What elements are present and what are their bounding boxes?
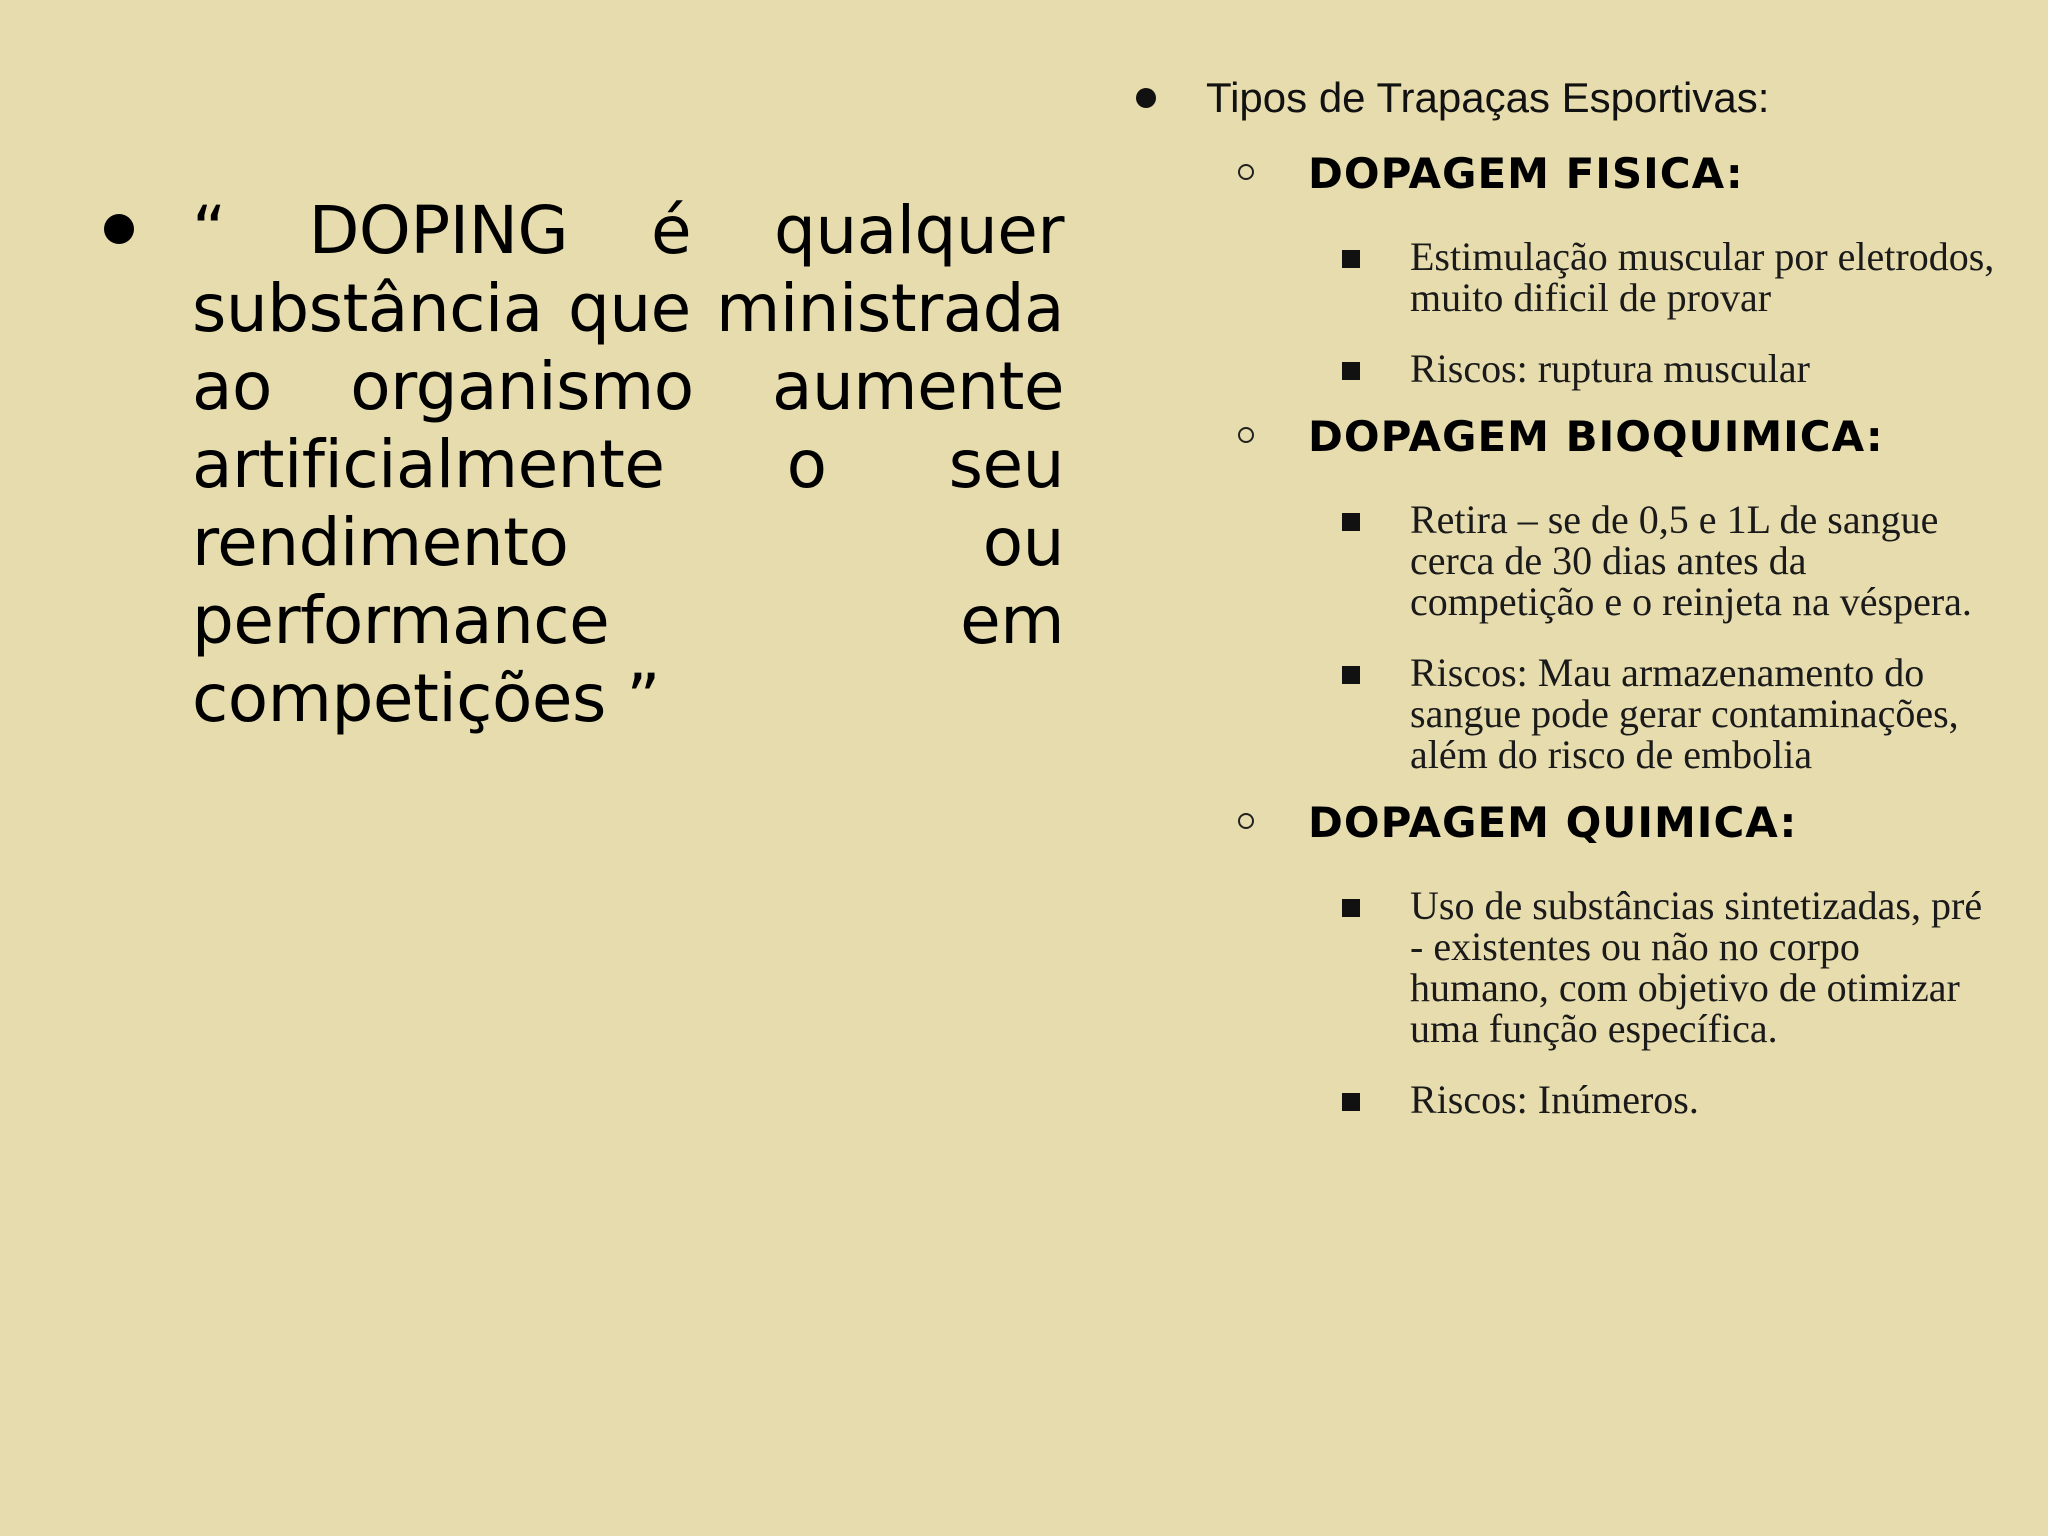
square-bullet-icon	[1342, 899, 1360, 917]
list-item-text: Riscos: Mau armazenamento do sangue pode gerar contaminações, além do risco de embolia	[1410, 650, 1959, 777]
square-bullet-icon	[1342, 362, 1360, 380]
bullet-icon	[104, 214, 134, 244]
section-title: DOPAGEM QUIMICA:	[1308, 798, 1798, 847]
section-title-bioquimica	[1130, 411, 2030, 463]
list-item	[1130, 885, 2000, 1049]
hollow-circle-bullet-icon	[1238, 813, 1254, 829]
section-title: DOPAGEM FISICA:	[1308, 149, 1744, 198]
square-bullet-icon	[1342, 666, 1360, 684]
list-item	[1130, 499, 2000, 622]
list-item-text: Retira – se de 0,5 e 1L de sangue cerca de 30 dias antes da competição e o reinjeta na véspera.	[1410, 497, 1972, 624]
list-item-text: Riscos: ruptura muscular	[1410, 346, 1810, 391]
hollow-circle-bullet-icon	[1238, 164, 1254, 180]
list-item	[1130, 652, 2000, 775]
list-item	[1130, 236, 2000, 318]
section-title-quimica	[1130, 797, 2030, 849]
bullet-icon	[1136, 88, 1156, 108]
section-title-fisica	[1130, 148, 2030, 200]
square-bullet-icon	[1342, 1093, 1360, 1111]
section-title: DOPAGEM BIOQUIMICA:	[1308, 412, 1884, 461]
list-item	[1130, 1079, 2000, 1120]
doping-definition-quote: “ DOPING é qualquer substância que ministrada ao organismo aumente artificialmente o seu rendimento ou performance em competições ”	[192, 192, 1064, 737]
list-item-text: Riscos: Inúmeros.	[1410, 1077, 1699, 1122]
list-item-text: Uso de substâncias sintetizadas, pré - existentes ou não no corpo humano, com objetivo de otimizar uma função específica.	[1410, 883, 1983, 1051]
list-item-text: Estimulação muscular por eletrodos, muito dificil de provar	[1410, 234, 1995, 320]
square-bullet-icon	[1342, 250, 1360, 268]
types-heading: Tipos de Trapaças Esportivas:	[1206, 74, 1770, 121]
list-item	[1130, 348, 2000, 389]
square-bullet-icon	[1342, 513, 1360, 531]
definition-block	[104, 192, 1064, 738]
types-list	[1130, 70, 2030, 1120]
hollow-circle-bullet-icon	[1238, 427, 1254, 443]
types-heading-item	[1130, 70, 2030, 126]
